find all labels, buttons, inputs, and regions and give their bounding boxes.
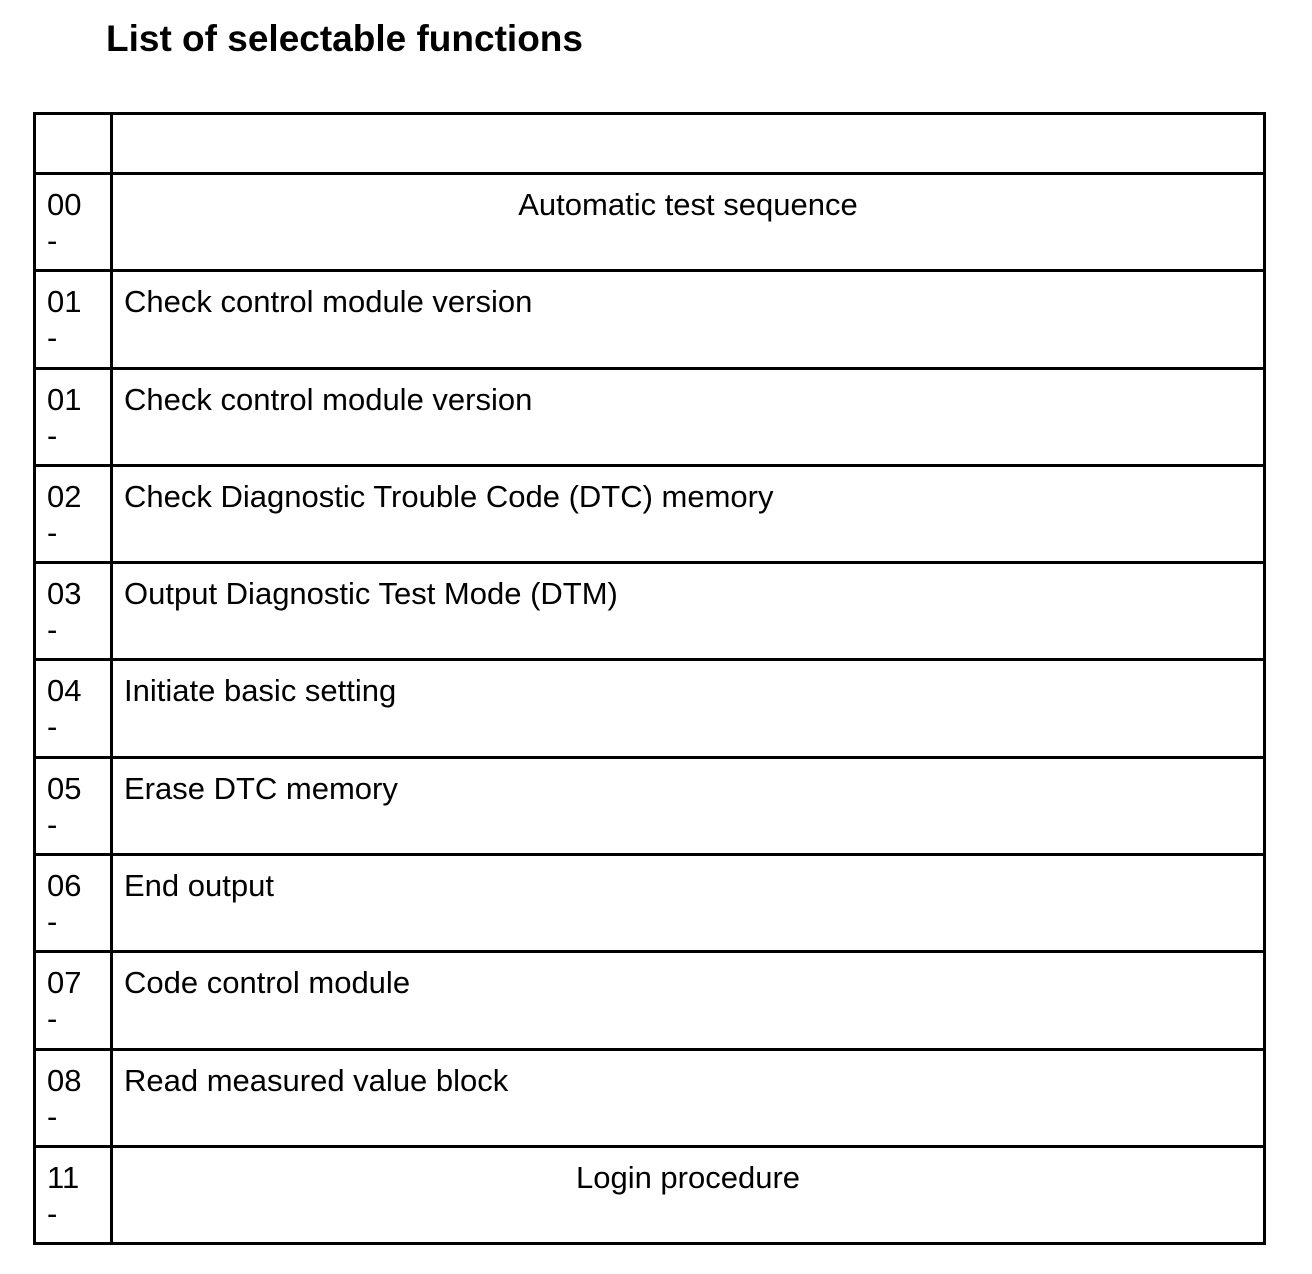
function-code-cell [35,1146,112,1243]
function-description: Login procedure [112,1146,1265,1243]
table-row [35,174,1265,271]
function-code-cell [35,271,112,368]
function-code: 02 [47,478,82,514]
table-row [35,660,1265,757]
function-code-dash: - [47,417,58,453]
function-code: 11 [47,1159,80,1195]
function-code-cell [35,952,112,1049]
function-code: 06 [47,868,82,904]
function-code: 07 [47,965,82,1001]
function-code: 08 [47,1062,82,1098]
function-code-cell [35,855,112,952]
page-title: List of selectable functions [106,18,583,59]
function-code-cell [35,174,112,271]
function-description: Check control module version [112,271,1265,368]
function-description: Check control module version [112,368,1265,465]
function-code-dash: - [47,612,58,648]
table-row [35,465,1265,562]
function-code-dash: - [47,1098,58,1134]
table-row [35,952,1265,1049]
function-code-cell [35,368,112,465]
header-cell-code [35,114,112,174]
function-code-dash: - [47,1001,58,1037]
table-row [35,1146,1265,1243]
function-code: 04 [47,673,82,709]
function-code-cell [35,563,112,660]
function-code-cell [35,660,112,757]
function-code: 03 [47,576,82,612]
function-code-dash: - [47,514,58,550]
function-code: 05 [47,770,82,806]
function-code-cell [35,465,112,562]
table-row [35,368,1265,465]
functions-table [33,112,1266,1245]
table-row [35,757,1265,854]
function-code: 01 [47,284,82,320]
header-cell-description [112,114,1265,174]
function-code-dash: - [47,904,58,940]
table-row [35,855,1265,952]
function-code-dash: - [47,709,58,745]
function-description: Check Diagnostic Trouble Code (DTC) memory [112,465,1265,562]
function-description: Initiate basic setting [112,660,1265,757]
function-description: Code control module [112,952,1265,1049]
function-code-cell [35,1049,112,1146]
function-description: Automatic test sequence [112,174,1265,271]
function-description: End output [112,855,1265,952]
function-code-dash: - [47,1195,58,1231]
function-code-dash: - [47,806,58,842]
table-row [35,271,1265,368]
table-row [35,563,1265,660]
function-description: Read measured value block [112,1049,1265,1146]
function-code: 01 [47,381,82,417]
function-description: Erase DTC memory [112,757,1265,854]
function-code-dash: - [47,320,58,356]
table-header-row [35,114,1265,174]
table-row [35,1049,1265,1146]
function-code-cell [35,757,112,854]
function-code-dash: - [47,223,58,258]
function-description: Output Diagnostic Test Mode (DTM) [112,563,1265,660]
function-code: 00 [47,187,82,222]
